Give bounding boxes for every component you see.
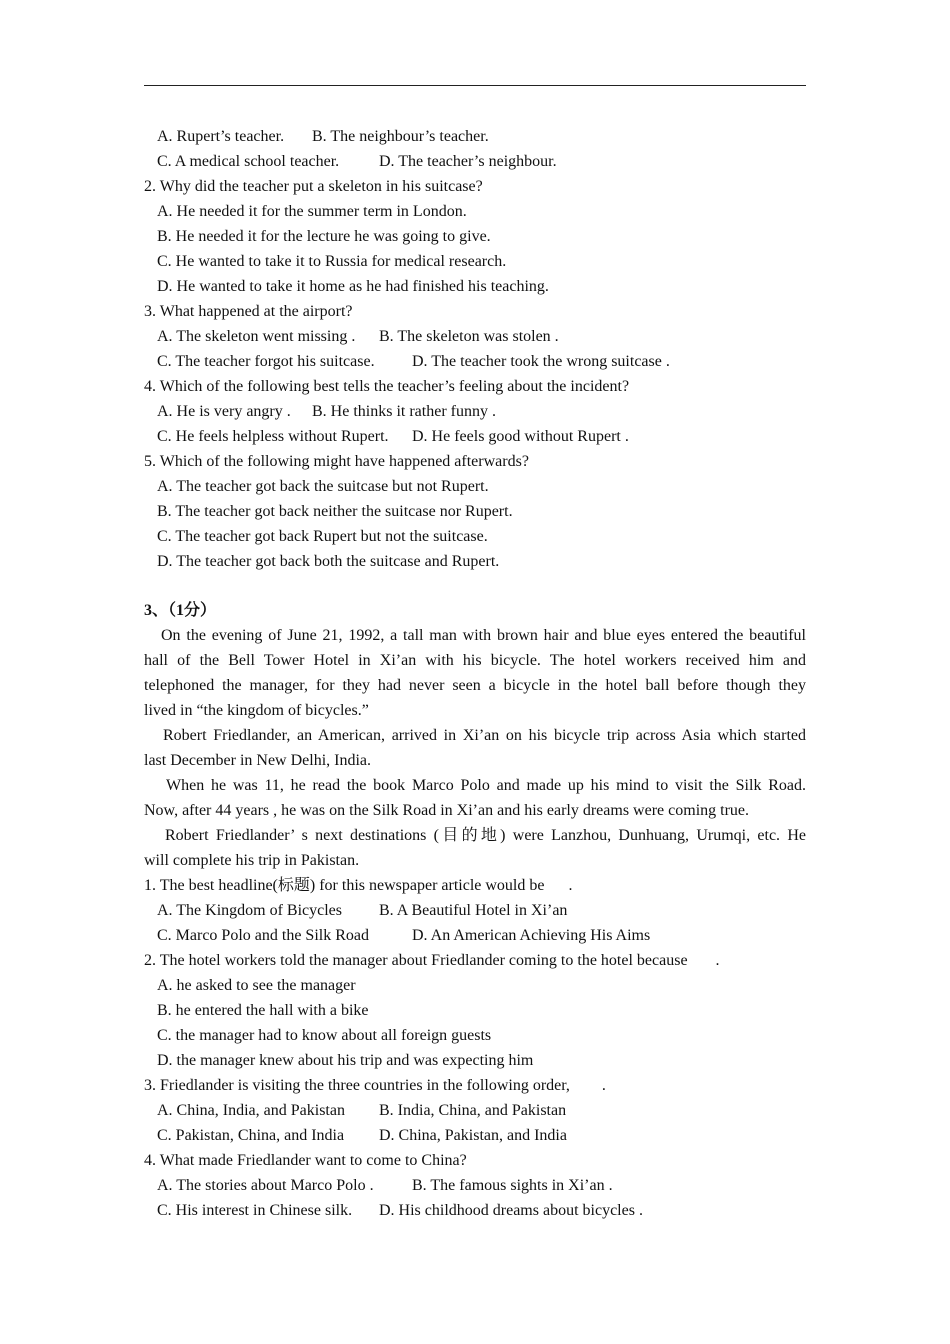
s2-q2-question: 2. Why did the teacher put a skeleton in his suitcase? [144, 178, 483, 195]
s3-q3-option-d: D. China, Pakistan, and India [379, 1127, 567, 1144]
s3-q1-option-a: A. The Kingdom of Bicycles [157, 902, 343, 919]
s3-q1-option-d: D. An American Achieving His Aims [412, 927, 651, 944]
s2-q4-option-d: D. He feels good without Rupert . [412, 428, 629, 445]
s2-q3-option-c: C. The teacher forgot his suitcase. [157, 353, 375, 370]
header-rule [144, 85, 806, 86]
s2-q5-option-c: C. The teacher got back Rupert but not the suitcase. [157, 528, 488, 545]
s2-q1-option-d: D. The teacher’s neighbour. [379, 153, 557, 170]
s2-q3-option-a: A. The skeleton went missing . [157, 328, 356, 345]
s3-q2-question: 2. The hotel workers told the manager about Friedlander coming to the hotel because . [144, 952, 720, 969]
s2-q5-option-a: A. The teacher got back the suitcase but not Rupert. [157, 478, 489, 495]
s3-q4-option-b: B. The famous sights in Xi’an . [412, 1177, 613, 1194]
s2-q4-option-c: C. He feels helpless without Rupert. [157, 428, 389, 445]
passage-line-2: hall of the Bell Tower Hotel in Xi’an with his bicycle. The hotel workers received him and [144, 652, 806, 669]
s2-q1-option-c: C. A medical school teacher. [157, 153, 340, 170]
s3-q3-option-c: C. Pakistan, China, and India [157, 1127, 345, 1144]
passage-line-4: lived in “the kingdom of bicycles.” [144, 702, 369, 719]
s2-q3-question: 3. What happened at the airport? [144, 303, 353, 320]
s2-q5-option-d: D. The teacher got back both the suitcase and Rupert. [157, 553, 500, 570]
passage-line-1: On the evening of June 21, 1992, a tall man with brown hair and blue eyes entered the beautiful [161, 627, 806, 644]
s3-q2-option-a: A. he asked to see the manager [157, 977, 356, 994]
passage-line-6: last December in New Delhi, India. [144, 752, 372, 769]
s2-q5-question: 5. Which of the following might have happened afterwards? [144, 453, 529, 470]
passage-line-5: Robert Friedlander, an American, arrived in Xi’an on his bicycle trip across Asia which started [163, 727, 806, 744]
s3-q3-option-b: B. India, China, and Pakistan [379, 1102, 567, 1119]
s3-q4-question: 4. What made Friedlander want to come to China? [144, 1152, 467, 1169]
s3-q3-question: 3. Friedlander is visiting the three countries in the following order, . [144, 1077, 606, 1094]
passage-line-10: will complete his trip in Pakistan. [144, 852, 360, 869]
s3-q2-option-c: C. the manager had to know about all foreign guests [157, 1027, 492, 1044]
passage-line-8: Now, after 44 years , he was on the Silk Road in Xi’an and his early dreams were coming true. [144, 802, 750, 819]
section-3-heading: 3、（1分） [144, 602, 217, 619]
s3-q1-option-c: C. Marco Polo and the Silk Road [157, 927, 369, 944]
s3-q1-question: 1. The best headline(标题) for this newspaper article would be . [144, 877, 573, 894]
s3-q3-option-a: A. China, India, and Pakistan [157, 1102, 345, 1119]
s2-q2-option-d: D. He wanted to take it home as he had finished his teaching. [157, 278, 549, 295]
s2-q2-option-a: A. He needed it for the summer term in London. [157, 203, 467, 220]
s2-q4-option-b: B. He thinks it rather funny . [312, 403, 496, 420]
s3-q2-option-d: D. the manager knew about his trip and was expecting him [157, 1052, 534, 1069]
s2-q4-option-a: A. He is very angry . [157, 403, 291, 420]
s2-q3-option-b: B. The skeleton was stolen . [379, 328, 559, 345]
passage-line-7: When he was 11, he read the book Marco Polo and made up his mind to visit the Silk Road. [166, 777, 806, 794]
s2-q2-option-b: B. He needed it for the lecture he was going to give. [157, 228, 491, 245]
s2-q4-question: 4. Which of the following best tells the teacher’s feeling about the incident? [144, 378, 630, 395]
s2-q2-option-c: C. He wanted to take it to Russia for medical research. [157, 253, 507, 270]
s3-q2-option-b: B. he entered the hall with a bike [157, 1002, 369, 1019]
passage-line-9: Robert Friedlander’ s next destinations (目的地) were Lanzhou, Dunhuang, Urumqi, etc. He [165, 827, 806, 844]
s3-q4-option-d: D. His childhood dreams about bicycles . [379, 1202, 643, 1219]
passage-line-3: telephoned the manager, for they had never seen a bicycle in the hotel ball before though they [144, 677, 806, 694]
s3-q1-option-b: B. A Beautiful Hotel in Xi’an [379, 902, 568, 919]
s2-q1-option-a: A. Rupert’s teacher. [157, 128, 285, 145]
s3-q4-option-c: C. His interest in Chinese silk. [157, 1202, 353, 1219]
s2-q3-option-d: D. The teacher took the wrong suitcase . [412, 353, 670, 370]
s2-q1-option-b: B. The neighbour’s teacher. [312, 128, 489, 145]
s2-q5-option-b: B. The teacher got back neither the suitcase nor Rupert. [157, 503, 513, 520]
s3-q4-option-a: A. The stories about Marco Polo . [157, 1177, 374, 1194]
